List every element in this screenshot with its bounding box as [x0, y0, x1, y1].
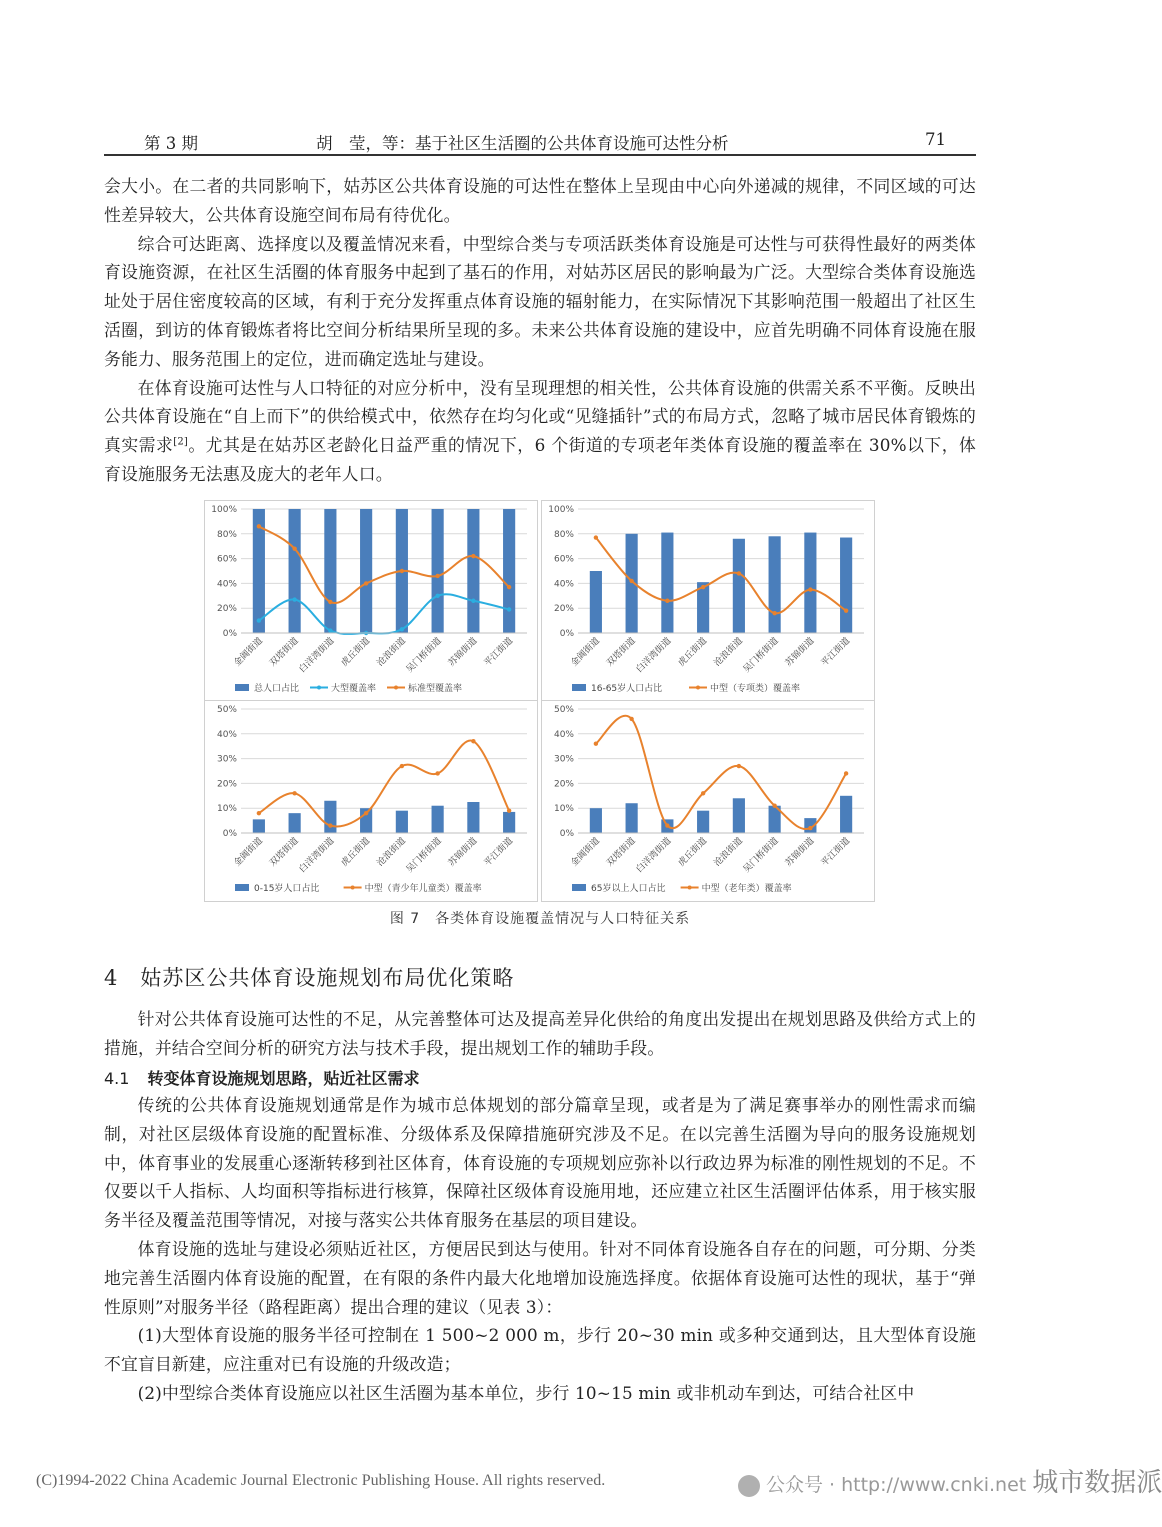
data-point: [257, 811, 261, 815]
data-point: [435, 771, 439, 775]
data-point: [471, 599, 475, 603]
legend-swatch: [572, 684, 586, 691]
bar: [840, 538, 852, 633]
chart-svg: [542, 501, 874, 701]
body-text-bottom: [104, 1091, 976, 1408]
y-tick-label: 30%: [553, 754, 574, 765]
bar: [503, 509, 515, 633]
running-header: [104, 128, 976, 156]
data-point: [772, 611, 776, 615]
x-tick-label: 虎丘街道: [676, 836, 710, 869]
data-point: [629, 717, 633, 721]
section-number: 4: [104, 966, 119, 990]
subsection-number: 4.1: [104, 1069, 130, 1088]
x-tick-label: 平江街道: [482, 836, 516, 869]
bar: [661, 533, 673, 633]
data-point: [364, 811, 368, 815]
body-text-top: [104, 172, 976, 489]
y-tick-label: 20%: [553, 604, 574, 615]
y-tick-label: 40%: [216, 729, 237, 740]
paragraph: 综合可达距离、选择度以及覆盖情况来看，中型综合类与专项活跃类体育设施是可达性与可获得性最好的两类体育设施资源，在社区生活圈的体育服务中起到了基石的作用，对姑苏区居民的影响最为广泛。大型综合类体育设施选址处于居住密度较高的区域，有利于充分发挥重点体育设施的辐射能力，在实际情况下其影响范围一般超出了社区生活圈，到访的体育锻炼者将比空间分析结果所呈现的多。未来公共体育设施的建设中，应首先明确不同体育设施在服务能力、服务范围上的定位，进而确定选址与建设。: [104, 233, 976, 369]
data-point: [328, 823, 332, 827]
data-point: [292, 597, 296, 601]
legend-label: 标准型覆盖率: [408, 684, 463, 694]
bar: [396, 811, 408, 833]
wechat-icon: [738, 1475, 760, 1497]
legend-swatch: [235, 884, 249, 891]
y-tick-label: 0%: [559, 629, 574, 639]
y-tick-label: 50%: [553, 705, 574, 715]
bar: [769, 536, 781, 633]
legend-label: 65岁以上人口占比: [591, 884, 666, 894]
x-tick-label: 平江街道: [482, 636, 516, 669]
x-tick-label: 双塔街道: [605, 636, 638, 669]
paragraph: 会大小。在二者的共同影响下，姑苏区公共体育设施的可达性在整体上呈现由中心向外递减的规律，不同区域的可达性差异较大，公共体育设施空间布局有待优化。: [104, 176, 976, 225]
y-tick-label: 20%: [216, 604, 237, 615]
legend-swatch-marker: [688, 886, 692, 890]
x-tick-label: 沧浪街道: [712, 836, 745, 869]
bar: [289, 813, 301, 833]
bar: [590, 808, 602, 833]
paragraph: 针对公共体育设施可达性的不足，从完善整体可达及提高差异化供给的角度出发提出在规划思路及供给方式上的措施，并结合空间分析的研究方法与技术手段，提出规划工作的辅助手段。: [104, 1009, 976, 1058]
data-point: [257, 524, 261, 528]
chart-svg: [205, 501, 537, 701]
data-point: [701, 585, 705, 589]
paragraph: (1)大型体育设施的服务半径可控制在 1 500~2 000 m，步行 20~30 min 或多种交通到达，且大型体育设施不宜盲目新建，应注重对已有设施的升级改造；: [104, 1325, 976, 1375]
x-tick-label: 虎丘街道: [339, 836, 373, 869]
section-heading: [104, 962, 514, 992]
bar: [626, 803, 638, 833]
data-point: [665, 823, 669, 827]
data-point: [400, 764, 404, 768]
legend-label: 0-15岁人口占比: [254, 884, 320, 894]
x-tick-label: 虎丘街道: [339, 636, 373, 669]
paragraph: 体育设施的选址与建设必须贴近社区，方便居民到达与使用。针对不同体育设施各自存在的问题，可分期、分类地完善生活圈内体育设施的配置，在有限的条件内最大化地增加设施选择度。依据体育设施可达性的现状，基于“弹性原则”对服务半径（路程距离）提出合理的建议（见表 3）：: [104, 1238, 976, 1317]
legend-label: 总人口占比: [254, 684, 300, 694]
data-point: [400, 627, 404, 631]
y-tick-label: 0%: [559, 829, 574, 839]
data-point: [292, 791, 296, 795]
y-tick-label: 0%: [222, 629, 237, 639]
x-tick-label: 吴门桥街道: [741, 836, 781, 875]
x-tick-label: 平江街道: [819, 836, 853, 869]
y-tick-label: 30%: [216, 754, 237, 765]
subsection-title: 转变体育设施规划思路，贴近社区需求: [147, 1069, 420, 1088]
legend-label: 16-65岁人口占比: [591, 684, 663, 694]
bar: [432, 509, 444, 633]
section-title: 姑苏区公共体育设施规划布局优化策略: [140, 966, 515, 990]
subsection-heading: [104, 1066, 419, 1089]
legend-swatch-marker: [317, 686, 321, 690]
legend-swatch: [572, 884, 586, 891]
y-tick-label: 60%: [553, 554, 574, 565]
watermark-name: 城市数据派: [1032, 1468, 1162, 1498]
legend-label: 中型（老年类）覆盖率: [701, 884, 792, 894]
chart-1: [204, 500, 538, 702]
data-point: [507, 808, 511, 812]
x-tick-label: 吴门桥街道: [741, 636, 781, 675]
data-point: [507, 607, 511, 611]
header-issue: 第 3 期: [144, 134, 198, 153]
y-tick-label: 10%: [553, 804, 574, 815]
figure-caption: 图 7 各类体育设施覆盖情况与人口特征关系: [389, 911, 691, 927]
paragraph-text: 。尤其是在姑苏区老龄化日益严重的情况下，6 个街道的专项老年类体育设施的覆盖率在 30%以下，体育设施服务无法惠及庞大的老年人口。: [104, 435, 977, 484]
data-point: [808, 587, 812, 591]
x-tick-label: 平江街道: [819, 636, 853, 669]
bar: [324, 509, 336, 633]
chart-2: [541, 500, 875, 702]
x-tick-label: 双塔街道: [268, 636, 301, 669]
y-tick-label: 100%: [548, 505, 574, 515]
bar: [590, 571, 602, 633]
bar: [804, 533, 816, 633]
data-point: [435, 594, 439, 598]
bar: [733, 539, 745, 633]
y-tick-label: 40%: [216, 579, 237, 590]
legend-label: 中型（青少年儿童类）覆盖率: [364, 884, 482, 894]
x-tick-label: 白洋湾街道: [297, 636, 337, 675]
bar: [432, 806, 444, 833]
data-point: [665, 599, 669, 603]
legend-label: 大型覆盖率: [331, 684, 377, 694]
y-tick-label: 20%: [553, 779, 574, 790]
bar: [467, 802, 479, 833]
data-point: [328, 628, 332, 632]
bar: [289, 509, 301, 633]
data-point: [594, 535, 598, 539]
section-intro-block: [104, 1005, 976, 1063]
legend-swatch-marker: [696, 686, 700, 690]
data-point: [471, 739, 475, 743]
bar: [360, 509, 372, 633]
y-tick-label: 40%: [553, 579, 574, 590]
bar: [324, 801, 336, 833]
x-tick-label: 金阊街道: [232, 836, 265, 869]
citation-ref: [2]: [173, 436, 189, 448]
y-tick-label: 10%: [216, 804, 237, 815]
chart-svg: [542, 701, 874, 901]
legend-swatch-marker: [394, 686, 398, 690]
x-tick-label: 金阊街道: [569, 836, 602, 869]
y-tick-label: 80%: [553, 529, 574, 540]
data-point: [772, 804, 776, 808]
data-point: [257, 618, 261, 622]
x-tick-label: 沧浪街道: [375, 636, 408, 669]
bar: [733, 798, 745, 833]
x-tick-label: 沧浪街道: [712, 636, 745, 669]
data-point: [471, 554, 475, 558]
bar: [467, 509, 479, 633]
y-tick-label: 0%: [222, 829, 237, 839]
data-point: [435, 574, 439, 578]
x-tick-label: 苏锦街道: [783, 636, 817, 669]
bar: [253, 819, 265, 833]
header-title: 胡 莹，等：基于社区生活圈的公共体育设施可达性分析: [316, 134, 729, 153]
y-tick-label: 20%: [216, 779, 237, 790]
watermark: [738, 1462, 1162, 1499]
data-point: [737, 571, 741, 575]
x-tick-label: 白洋湾街道: [634, 836, 674, 875]
data-point: [808, 826, 812, 830]
bar: [840, 796, 852, 833]
copyright-footer: (C)1994-2022 China Academic Journal Electronic Publishing House. All rights reserved.: [36, 1472, 606, 1489]
chart-svg: [205, 701, 537, 901]
data-point: [594, 742, 598, 746]
x-tick-label: 双塔街道: [605, 836, 638, 869]
x-tick-label: 苏锦街道: [446, 636, 480, 669]
x-tick-label: 金阊街道: [232, 636, 265, 669]
x-tick-label: 沧浪街道: [375, 836, 408, 869]
header-page-number: 71: [925, 130, 946, 149]
legend-swatch-marker: [351, 886, 355, 890]
data-point: [737, 764, 741, 768]
y-tick-label: 50%: [216, 705, 237, 715]
x-tick-label: 白洋湾街道: [634, 636, 674, 675]
x-tick-label: 双塔街道: [268, 836, 301, 869]
paragraph: 传统的公共体育设施规划通常是作为城市总体规划的部分篇章呈现，或者是为了满足赛事举办的刚性需求而编制，对社区层级体育设施的配置标准、分级体系及保障措施研究涉及不足。在以完善生活圈为导向的服务设施规划中，体育事业的发展重心逐渐转移到社区体育，体育设施的专项规划应弥补以行政边界为标准的刚性规划的不足。不仅要以千人指标、人均面积等指标进行核算，保障社区级体育设施用地，还应建立社区生活圈评估体系，用于核实服务半径及覆盖范围等情况，对接与落实公共体育服务在基层的项目建设。: [104, 1095, 976, 1231]
x-tick-label: 虎丘街道: [676, 636, 710, 669]
chart-3: [204, 700, 538, 902]
paragraph-text: 在体育设施可达性与人口特征的对应分析中，没有呈现理想的相关性，公共体育设施的供需关系不平衡。反映出公共体育设施在“自上而下”的供给模式中，依然存在均匀化或“见缝插针”式的布局方式，忽略了城市居民体育锻炼的真实需求: [104, 377, 976, 456]
x-tick-label: 吴门桥街道: [404, 636, 444, 675]
x-tick-label: 白洋湾街道: [297, 836, 337, 875]
data-point: [292, 546, 296, 550]
watermark-prefix: 公众号 · http://www.cnki.net: [766, 1474, 1027, 1496]
data-point: [507, 585, 511, 589]
data-point: [364, 581, 368, 585]
legend-swatch: [235, 684, 249, 691]
data-point: [701, 791, 705, 795]
data-point: [844, 608, 848, 612]
paragraph: (2)中型综合类体育设施应以社区生活圈为基本单位，步行 10~15 min 或非机动车到达，可结合社区中: [137, 1382, 915, 1403]
y-tick-label: 100%: [211, 505, 237, 515]
x-tick-label: 苏锦街道: [446, 836, 480, 869]
bar: [503, 812, 515, 833]
data-point: [400, 569, 404, 573]
data-point: [328, 600, 332, 604]
data-point: [629, 579, 633, 583]
bar: [697, 811, 709, 833]
paragraph: [104, 374, 976, 489]
x-tick-label: 吴门桥街道: [404, 836, 444, 875]
legend-label: 中型（专项类）覆盖率: [710, 684, 801, 694]
y-tick-label: 80%: [216, 529, 237, 540]
x-tick-label: 金阊街道: [569, 636, 602, 669]
chart-4: [541, 700, 875, 902]
data-point: [844, 771, 848, 775]
y-tick-label: 60%: [216, 554, 237, 565]
x-tick-label: 苏锦街道: [783, 836, 817, 869]
y-tick-label: 40%: [553, 729, 574, 740]
